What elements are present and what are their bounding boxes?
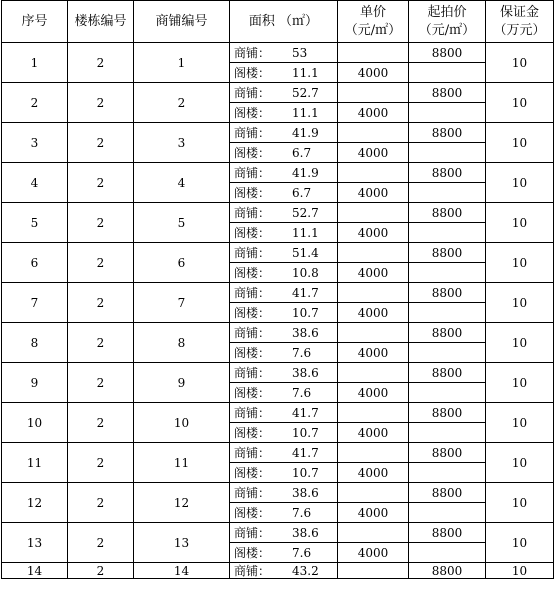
area-label: 阁楼：: [234, 345, 271, 360]
cell-seq: 6: [2, 243, 68, 283]
cell-start-price: 8800: [409, 483, 486, 503]
cell-start-price: 8800: [409, 83, 486, 103]
area-value: 41.7: [292, 285, 319, 300]
table-row: [2, 43, 554, 63]
cell-shop-price: [338, 563, 409, 579]
cell-loft-start: [409, 543, 486, 563]
cell-loft-start: [409, 503, 486, 523]
cell-seq: 9: [2, 363, 68, 403]
cell-shop-area: [230, 203, 338, 223]
area-value: 11.1: [292, 225, 319, 240]
area-label: 阁楼：: [234, 425, 271, 440]
auction-table: [1, 0, 554, 579]
cell-shop: 5: [134, 203, 230, 243]
cell-deposit: 10: [486, 443, 554, 483]
cell-seq: 4: [2, 163, 68, 203]
cell-deposit: 10: [486, 43, 554, 83]
cell-shop: 4: [134, 163, 230, 203]
cell-shop-area: [230, 483, 338, 503]
area-label: 商铺：: [234, 485, 271, 500]
cell-seq: 10: [2, 403, 68, 443]
cell-shop: 11: [134, 443, 230, 483]
area-label: 阁楼：: [234, 545, 271, 560]
cell-shop-price: [338, 523, 409, 543]
area-value: 51.4: [292, 245, 319, 260]
cell-loft-start: [409, 423, 486, 443]
cell-start-price: 8800: [409, 163, 486, 183]
area-value: 41.7: [292, 405, 319, 420]
cell-shop: 2: [134, 83, 230, 123]
cell-loft-area: [230, 503, 338, 523]
cell-loft-start: [409, 263, 486, 283]
cell-deposit: 10: [486, 243, 554, 283]
cell-loft-area: [230, 223, 338, 243]
table-row: [2, 83, 554, 103]
cell-shop: 6: [134, 243, 230, 283]
cell-shop-area: [230, 563, 338, 579]
cell-building: 2: [68, 163, 134, 203]
cell-shop-area: [230, 403, 338, 423]
cell-deposit: 10: [486, 123, 554, 163]
area-value: 38.6: [292, 485, 319, 500]
cell-building: 2: [68, 123, 134, 163]
cell-building: 2: [68, 563, 134, 579]
table-row: [2, 363, 554, 383]
area-value: 38.6: [292, 325, 319, 340]
cell-shop-price: [338, 403, 409, 423]
area-value: 10.7: [292, 305, 319, 320]
table-row: [2, 563, 554, 579]
cell-loft-area: [230, 183, 338, 203]
cell-shop-area: [230, 443, 338, 463]
cell-shop-price: [338, 83, 409, 103]
cell-seq: 13: [2, 523, 68, 563]
area-label: 商铺：: [234, 245, 271, 260]
area-label: 商铺：: [234, 165, 271, 180]
cell-shop-price: [338, 163, 409, 183]
cell-seq: 1: [2, 43, 68, 83]
area-label: 阁楼：: [234, 105, 271, 120]
table-row: [2, 523, 554, 543]
area-value: 53: [292, 45, 308, 60]
cell-deposit: 10: [486, 203, 554, 243]
area-value: 10.7: [292, 465, 319, 480]
area-value: 41.7: [292, 445, 319, 460]
cell-start-price: 8800: [409, 243, 486, 263]
header-seq: 序号: [2, 1, 68, 43]
area-label: 商铺：: [234, 45, 271, 60]
area-value: 7.6: [292, 505, 312, 520]
cell-shop: 8: [134, 323, 230, 363]
cell-seq: 2: [2, 83, 68, 123]
area-label: 阁楼：: [234, 225, 271, 240]
cell-seq: 14: [2, 563, 68, 579]
cell-seq: 12: [2, 483, 68, 523]
cell-shop-area: [230, 523, 338, 543]
cell-seq: 7: [2, 283, 68, 323]
cell-loft-start: [409, 463, 486, 483]
area-value: 41.9: [292, 125, 319, 140]
cell-shop-price: [338, 43, 409, 63]
cell-shop-price: [338, 323, 409, 343]
cell-loft-price: 4000: [338, 263, 409, 283]
area-value: 43.2: [292, 563, 319, 578]
cell-loft-price: 4000: [338, 343, 409, 363]
area-value: 6.7: [292, 145, 312, 160]
cell-loft-price: 4000: [338, 423, 409, 443]
cell-start-price: 8800: [409, 443, 486, 463]
cell-deposit: 10: [486, 163, 554, 203]
area-label: 商铺：: [234, 525, 271, 540]
cell-shop-price: [338, 123, 409, 143]
cell-start-price: 8800: [409, 283, 486, 303]
cell-building: 2: [68, 283, 134, 323]
area-value: 11.1: [292, 105, 319, 120]
cell-building: 2: [68, 483, 134, 523]
cell-loft-area: [230, 463, 338, 483]
cell-start-price: 8800: [409, 43, 486, 63]
cell-deposit: 10: [486, 563, 554, 579]
cell-start-price: 8800: [409, 203, 486, 223]
cell-loft-start: [409, 63, 486, 83]
area-value: 41.9: [292, 165, 319, 180]
cell-shop-price: [338, 363, 409, 383]
cell-shop-area: [230, 243, 338, 263]
cell-loft-price: 4000: [338, 463, 409, 483]
table-row: [2, 283, 554, 303]
cell-loft-area: [230, 383, 338, 403]
table-row: [2, 403, 554, 423]
cell-seq: 3: [2, 123, 68, 163]
header-deposit: 保证金 （万元）: [486, 1, 554, 43]
cell-shop-area: [230, 283, 338, 303]
header-row: [2, 1, 554, 43]
area-value: 10.8: [292, 265, 319, 280]
cell-building: 2: [68, 363, 134, 403]
table-row: [2, 323, 554, 343]
cell-loft-start: [409, 383, 486, 403]
cell-loft-start: [409, 183, 486, 203]
area-label: 商铺：: [234, 285, 271, 300]
cell-seq: 11: [2, 443, 68, 483]
cell-building: 2: [68, 523, 134, 563]
cell-deposit: 10: [486, 403, 554, 443]
cell-loft-start: [409, 343, 486, 363]
cell-building: 2: [68, 203, 134, 243]
area-label: 商铺：: [234, 445, 271, 460]
cell-loft-price: 4000: [338, 63, 409, 83]
area-value: 11.1: [292, 65, 319, 80]
area-value: 7.6: [292, 385, 312, 400]
header-start-price: 起拍价 （元/㎡）: [409, 1, 486, 43]
table-row: [2, 243, 554, 263]
cell-loft-price: 4000: [338, 103, 409, 123]
cell-shop: 1: [134, 43, 230, 83]
cell-loft-start: [409, 103, 486, 123]
cell-loft-area: [230, 103, 338, 123]
header-area: 面积 （㎡）: [230, 1, 338, 43]
area-value: 6.7: [292, 185, 312, 200]
cell-shop-price: [338, 443, 409, 463]
area-value: 7.6: [292, 545, 312, 560]
cell-shop-area: [230, 163, 338, 183]
cell-building: 2: [68, 403, 134, 443]
area-label: 阁楼：: [234, 65, 271, 80]
area-label: 阁楼：: [234, 185, 271, 200]
area-label: 阁楼：: [234, 265, 271, 280]
table-row: [2, 203, 554, 223]
cell-building: 2: [68, 83, 134, 123]
cell-loft-price: 4000: [338, 503, 409, 523]
cell-shop-price: [338, 483, 409, 503]
cell-deposit: 10: [486, 283, 554, 323]
cell-seq: 5: [2, 203, 68, 243]
cell-start-price: 8800: [409, 323, 486, 343]
area-label: 商铺：: [234, 205, 271, 220]
cell-shop: 14: [134, 563, 230, 579]
cell-loft-price: 4000: [338, 543, 409, 563]
cell-loft-area: [230, 63, 338, 83]
area-label: 阁楼：: [234, 305, 271, 320]
area-label: 商铺：: [234, 365, 271, 380]
cell-shop: 9: [134, 363, 230, 403]
cell-building: 2: [68, 243, 134, 283]
table-row: [2, 483, 554, 503]
table-row: [2, 443, 554, 463]
cell-building: 2: [68, 323, 134, 363]
table-row: [2, 163, 554, 183]
cell-shop-area: [230, 123, 338, 143]
cell-loft-start: [409, 223, 486, 243]
cell-seq: 8: [2, 323, 68, 363]
cell-loft-price: 4000: [338, 143, 409, 163]
area-value: 52.7: [292, 85, 319, 100]
area-value: 52.7: [292, 205, 319, 220]
header-shop: 商铺编号: [134, 1, 230, 43]
area-value: 7.6: [292, 345, 312, 360]
cell-loft-area: [230, 263, 338, 283]
cell-loft-area: [230, 303, 338, 323]
cell-shop-price: [338, 203, 409, 223]
area-label: 阁楼：: [234, 505, 271, 520]
cell-loft-area: [230, 543, 338, 563]
cell-start-price: 8800: [409, 363, 486, 383]
area-label: 阁楼：: [234, 465, 271, 480]
cell-loft-start: [409, 303, 486, 323]
area-label: 商铺：: [234, 85, 271, 100]
cell-shop-area: [230, 83, 338, 103]
cell-deposit: 10: [486, 523, 554, 563]
cell-deposit: 10: [486, 83, 554, 123]
header-building: 楼栋编号: [68, 1, 134, 43]
cell-shop: 12: [134, 483, 230, 523]
area-label: 商铺：: [234, 325, 271, 340]
cell-start-price: 8800: [409, 123, 486, 143]
cell-deposit: 10: [486, 323, 554, 363]
cell-loft-area: [230, 143, 338, 163]
area-label: 阁楼：: [234, 145, 271, 160]
cell-loft-price: 4000: [338, 223, 409, 243]
cell-shop: 13: [134, 523, 230, 563]
cell-start-price: 8800: [409, 403, 486, 423]
area-label: 阁楼：: [234, 385, 271, 400]
cell-start-price: 8800: [409, 563, 486, 579]
cell-shop-price: [338, 243, 409, 263]
area-label: 商铺：: [234, 125, 271, 140]
area-value: 38.6: [292, 525, 319, 540]
area-value: 38.6: [292, 365, 319, 380]
cell-shop: 10: [134, 403, 230, 443]
area-label: 商铺：: [234, 405, 271, 420]
cell-shop-area: [230, 323, 338, 343]
cell-loft-price: 4000: [338, 183, 409, 203]
area-value: 10.7: [292, 425, 319, 440]
cell-start-price: 8800: [409, 523, 486, 543]
cell-deposit: 10: [486, 363, 554, 403]
cell-loft-start: [409, 143, 486, 163]
cell-loft-area: [230, 343, 338, 363]
cell-shop-area: [230, 363, 338, 383]
cell-loft-price: 4000: [338, 303, 409, 323]
cell-shop: 3: [134, 123, 230, 163]
header-unit-price: 单价 （元/㎡）: [338, 1, 409, 43]
cell-loft-area: [230, 423, 338, 443]
cell-loft-price: 4000: [338, 383, 409, 403]
cell-building: 2: [68, 43, 134, 83]
cell-building: 2: [68, 443, 134, 483]
cell-shop: 7: [134, 283, 230, 323]
area-label: 商铺：: [234, 563, 271, 578]
table-row: [2, 123, 554, 143]
cell-shop-price: [338, 283, 409, 303]
cell-shop-area: [230, 43, 338, 63]
cell-deposit: 10: [486, 483, 554, 523]
